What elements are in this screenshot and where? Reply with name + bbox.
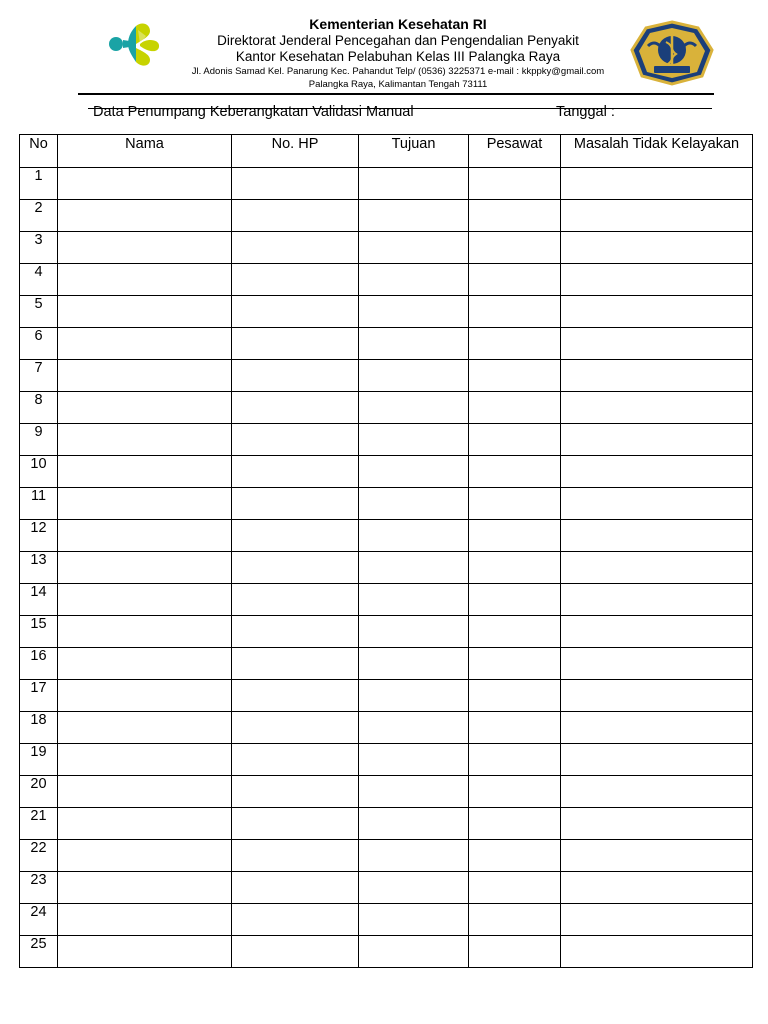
table-row xyxy=(20,168,753,200)
nama-cell xyxy=(58,296,232,328)
address-line-2: Palangka Raya, Kalimantan Tengah 73111 xyxy=(308,79,488,90)
masalah-cell xyxy=(561,456,753,488)
table-row xyxy=(20,840,753,872)
tujuan-cell xyxy=(359,840,469,872)
row-number: 15 xyxy=(20,616,58,648)
pesawat-cell xyxy=(469,296,561,328)
pesawat-cell xyxy=(469,904,561,936)
form-title: Data Penumpang Keberangkatan Validasi Manual xyxy=(93,104,414,120)
table-row xyxy=(20,808,753,840)
nama-cell xyxy=(58,488,232,520)
passenger-table xyxy=(19,134,753,968)
table-row xyxy=(20,232,753,264)
tujuan-cell xyxy=(359,424,469,456)
address-line-1: Jl. Adonis Samad Kel. Panarung Kec. Pahandut Telp/ (0536) 3225371 e-mail : kkppky@gmail.com xyxy=(191,66,605,77)
masalah-cell xyxy=(561,392,753,424)
table-row xyxy=(20,360,753,392)
nama-cell xyxy=(58,584,232,616)
table-row xyxy=(20,328,753,360)
row-number: 1 xyxy=(20,168,58,200)
masalah-cell xyxy=(561,360,753,392)
tujuan-cell xyxy=(359,488,469,520)
no-hp-cell xyxy=(232,168,359,200)
tujuan-cell xyxy=(359,808,469,840)
tujuan-cell xyxy=(359,232,469,264)
nama-cell xyxy=(58,328,232,360)
pesawat-cell xyxy=(469,680,561,712)
no-hp-cell xyxy=(232,808,359,840)
masalah-cell xyxy=(561,776,753,808)
masalah-cell xyxy=(561,744,753,776)
masalah-cell xyxy=(561,200,753,232)
row-number: 23 xyxy=(20,872,58,904)
nama-cell xyxy=(58,200,232,232)
table-row xyxy=(20,552,753,584)
tujuan-cell xyxy=(359,392,469,424)
table-row xyxy=(20,392,753,424)
header-tujuan: Tujuan xyxy=(359,135,469,168)
table-row xyxy=(20,296,753,328)
no-hp-cell xyxy=(232,648,359,680)
nama-cell xyxy=(58,840,232,872)
masalah-cell xyxy=(561,296,753,328)
table-row xyxy=(20,616,753,648)
no-hp-cell xyxy=(232,776,359,808)
nama-cell xyxy=(58,552,232,584)
table-body xyxy=(20,168,753,968)
row-number: 13 xyxy=(20,552,58,584)
row-number: 5 xyxy=(20,296,58,328)
header-nama: Nama xyxy=(58,135,232,168)
pesawat-cell xyxy=(469,264,561,296)
no-hp-cell xyxy=(232,552,359,584)
pesawat-cell xyxy=(469,936,561,968)
pesawat-cell xyxy=(469,232,561,264)
no-hp-cell xyxy=(232,936,359,968)
pesawat-cell xyxy=(469,840,561,872)
tujuan-cell xyxy=(359,680,469,712)
row-number: 7 xyxy=(20,360,58,392)
row-number: 21 xyxy=(20,808,58,840)
nama-cell xyxy=(58,264,232,296)
pesawat-cell xyxy=(469,200,561,232)
pesawat-cell xyxy=(469,808,561,840)
nama-cell xyxy=(58,936,232,968)
pesawat-cell xyxy=(469,424,561,456)
masalah-cell xyxy=(561,232,753,264)
row-number: 9 xyxy=(20,424,58,456)
nama-cell xyxy=(58,744,232,776)
nama-cell xyxy=(58,424,232,456)
table-row xyxy=(20,680,753,712)
row-number: 6 xyxy=(20,328,58,360)
nama-cell xyxy=(58,392,232,424)
pesawat-cell xyxy=(469,392,561,424)
tujuan-cell xyxy=(359,520,469,552)
row-number: 25 xyxy=(20,936,58,968)
no-hp-cell xyxy=(232,424,359,456)
form-title-bar xyxy=(88,104,712,121)
row-number: 22 xyxy=(20,840,58,872)
no-hp-cell xyxy=(232,264,359,296)
no-hp-cell xyxy=(232,904,359,936)
no-hp-cell xyxy=(232,680,359,712)
masalah-cell xyxy=(561,680,753,712)
no-hp-cell xyxy=(232,360,359,392)
row-number: 11 xyxy=(20,488,58,520)
no-hp-cell xyxy=(232,328,359,360)
tujuan-cell xyxy=(359,264,469,296)
table-row xyxy=(20,520,753,552)
table-row xyxy=(20,584,753,616)
no-hp-cell xyxy=(232,712,359,744)
pesawat-cell xyxy=(469,584,561,616)
no-hp-cell xyxy=(232,616,359,648)
pesawat-cell xyxy=(469,712,561,744)
pesawat-cell xyxy=(469,168,561,200)
table-row xyxy=(20,456,753,488)
nama-cell xyxy=(58,648,232,680)
row-number: 20 xyxy=(20,776,58,808)
no-hp-cell xyxy=(232,872,359,904)
table-row xyxy=(20,200,753,232)
row-number: 16 xyxy=(20,648,58,680)
table-row xyxy=(20,776,753,808)
tujuan-cell xyxy=(359,328,469,360)
no-hp-cell xyxy=(232,840,359,872)
masalah-cell xyxy=(561,808,753,840)
pesawat-cell xyxy=(469,360,561,392)
pesawat-cell xyxy=(469,744,561,776)
no-hp-cell xyxy=(232,520,359,552)
masalah-cell xyxy=(561,552,753,584)
masalah-cell xyxy=(561,872,753,904)
tujuan-cell xyxy=(359,168,469,200)
table-row xyxy=(20,872,753,904)
table-row xyxy=(20,648,753,680)
nama-cell xyxy=(58,776,232,808)
tujuan-cell xyxy=(359,616,469,648)
date-label: Tanggal : xyxy=(556,104,615,120)
tujuan-cell xyxy=(359,584,469,616)
organization-name: Kementerian Kesehatan RI xyxy=(309,16,487,32)
header-pesawat: Pesawat xyxy=(469,135,561,168)
tujuan-cell xyxy=(359,712,469,744)
masalah-cell xyxy=(561,264,753,296)
pesawat-cell xyxy=(469,552,561,584)
masalah-cell xyxy=(561,424,753,456)
masalah-cell xyxy=(561,712,753,744)
no-hp-cell xyxy=(232,232,359,264)
row-number: 24 xyxy=(20,904,58,936)
nama-cell xyxy=(58,904,232,936)
nama-cell xyxy=(58,232,232,264)
no-hp-cell xyxy=(232,488,359,520)
row-number: 3 xyxy=(20,232,58,264)
row-number: 4 xyxy=(20,264,58,296)
masalah-cell xyxy=(561,904,753,936)
tujuan-cell xyxy=(359,872,469,904)
pesawat-cell xyxy=(469,776,561,808)
office-name: Kantor Kesehatan Pelabuhan Kelas III Palangka Raya xyxy=(235,49,561,64)
no-hp-cell xyxy=(232,200,359,232)
pesawat-cell xyxy=(469,488,561,520)
table-row xyxy=(20,712,753,744)
no-hp-cell xyxy=(232,744,359,776)
tujuan-cell xyxy=(359,744,469,776)
row-number: 10 xyxy=(20,456,58,488)
nama-cell xyxy=(58,168,232,200)
row-number: 14 xyxy=(20,584,58,616)
pesawat-cell xyxy=(469,616,561,648)
no-hp-cell xyxy=(232,456,359,488)
row-number: 2 xyxy=(20,200,58,232)
tujuan-cell xyxy=(359,296,469,328)
masalah-cell xyxy=(561,328,753,360)
table-row xyxy=(20,424,753,456)
nama-cell xyxy=(58,712,232,744)
tujuan-cell xyxy=(359,552,469,584)
pesawat-cell xyxy=(469,872,561,904)
nama-cell xyxy=(58,872,232,904)
masalah-cell xyxy=(561,840,753,872)
masalah-cell xyxy=(561,520,753,552)
table-header-row xyxy=(20,135,753,168)
tujuan-cell xyxy=(359,456,469,488)
nama-cell xyxy=(58,616,232,648)
table-row xyxy=(20,264,753,296)
header-masalah: Masalah Tidak Kelayakan xyxy=(561,135,753,168)
pesawat-cell xyxy=(469,456,561,488)
table-row xyxy=(20,904,753,936)
tujuan-cell xyxy=(359,904,469,936)
letterhead-divider xyxy=(78,93,714,95)
header-no: No xyxy=(20,135,58,168)
masalah-cell xyxy=(561,616,753,648)
nama-cell xyxy=(58,808,232,840)
masalah-cell xyxy=(561,488,753,520)
masalah-cell xyxy=(561,168,753,200)
masalah-cell xyxy=(561,648,753,680)
no-hp-cell xyxy=(232,296,359,328)
nama-cell xyxy=(58,680,232,712)
table-row xyxy=(20,744,753,776)
kkp-emblem-icon xyxy=(628,20,716,86)
header-no-hp: No. HP xyxy=(232,135,359,168)
masalah-cell xyxy=(561,584,753,616)
tujuan-cell xyxy=(359,776,469,808)
pesawat-cell xyxy=(469,328,561,360)
no-hp-cell xyxy=(232,392,359,424)
row-number: 18 xyxy=(20,712,58,744)
tujuan-cell xyxy=(359,360,469,392)
pesawat-cell xyxy=(469,520,561,552)
tujuan-cell xyxy=(359,200,469,232)
table-row xyxy=(20,936,753,968)
kemenkes-logo-icon xyxy=(106,22,164,66)
nama-cell xyxy=(58,360,232,392)
tujuan-cell xyxy=(359,648,469,680)
no-hp-cell xyxy=(232,584,359,616)
nama-cell xyxy=(58,456,232,488)
row-number: 19 xyxy=(20,744,58,776)
table-row xyxy=(20,488,753,520)
row-number: 8 xyxy=(20,392,58,424)
pesawat-cell xyxy=(469,648,561,680)
letterhead xyxy=(0,0,768,100)
tujuan-cell xyxy=(359,936,469,968)
row-number: 12 xyxy=(20,520,58,552)
masalah-cell xyxy=(561,936,753,968)
row-number: 17 xyxy=(20,680,58,712)
directorate-name: Direktorat Jenderal Pencegahan dan Pengendalian Penyakit xyxy=(217,33,579,48)
nama-cell xyxy=(58,520,232,552)
